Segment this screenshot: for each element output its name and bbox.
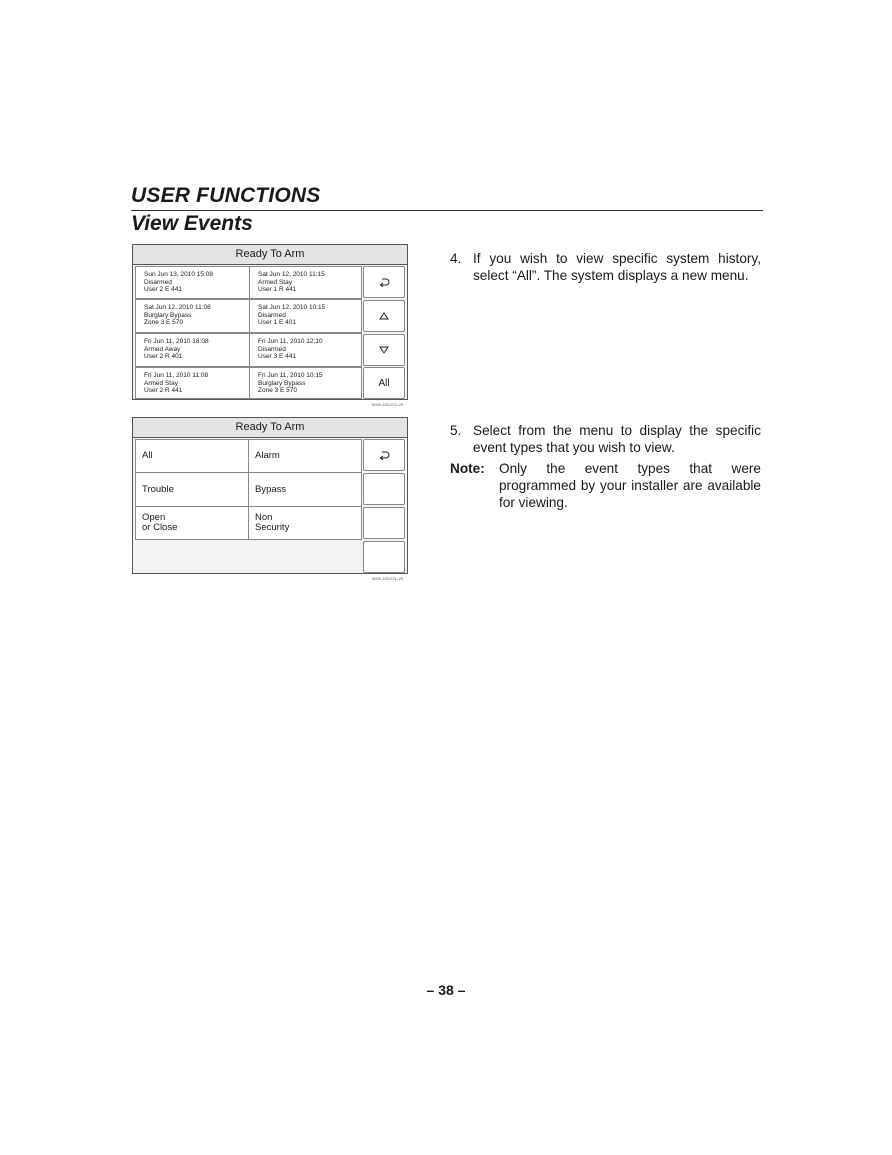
back-button[interactable] <box>363 266 405 298</box>
event-cell[interactable]: Fri Jun 11, 2010 18:08 Armed Away User 2 R 401 <box>135 333 250 367</box>
blank-button[interactable] <box>363 473 405 505</box>
blank-button[interactable] <box>363 541 405 573</box>
menu-option-open-close[interactable]: Open or Close <box>135 506 249 540</box>
figure-id: 5000-100-072-V0 <box>372 402 404 407</box>
step-text: Select from the menu to display the specific event types that you wish to view. <box>473 423 761 455</box>
menu-option-trouble[interactable]: Trouble <box>135 472 249 507</box>
event-cell[interactable]: Fri Jun 11, 2010 10:15 Burglary Bypass Zone 3 E 570 <box>249 367 362 399</box>
page-title: View Events <box>131 212 253 235</box>
screen-header: Ready To Arm <box>133 418 407 438</box>
event-type-menu-screen <box>132 417 408 574</box>
blank-button[interactable] <box>363 507 405 539</box>
back-arrow-icon <box>379 451 390 460</box>
back-arrow-icon <box>379 278 390 287</box>
event-cell[interactable]: Sun Jun 13, 2010 15:08 Disarmed User 2 E 441 <box>135 266 250 299</box>
event-cell[interactable]: Fri Jun 11, 2010 12:10 Disarmed User 3 E 441 <box>249 333 362 367</box>
step-number: 5. <box>450 423 462 438</box>
note-text: Only the event types that were programmed by your installer are available for viewing. <box>499 461 761 510</box>
title-rule <box>131 210 763 211</box>
triangle-down-icon <box>379 346 389 354</box>
scroll-up-button[interactable] <box>363 300 405 332</box>
step-text: If you wish to view specific system history, select “All”. The system displays a new menu. <box>473 251 761 283</box>
menu-option-alarm[interactable]: Alarm <box>248 439 362 473</box>
figure-id: 5000-100-071-V0 <box>372 576 404 581</box>
menu-option-bypass[interactable]: Bypass <box>248 472 362 507</box>
menu-option-non-security[interactable]: Non Security <box>248 506 362 540</box>
menu-option-all[interactable]: All <box>135 439 249 473</box>
event-cell[interactable]: Sat Jun 12, 2010 11:08 Burglary Bypass Zone 3 E 570 <box>135 299 250 333</box>
step-5 <box>450 422 761 456</box>
note <box>450 460 761 511</box>
scroll-down-button[interactable] <box>363 334 405 366</box>
screen-header: Ready To Arm <box>133 245 407 265</box>
all-button[interactable]: All <box>363 367 405 399</box>
note-label: Note: <box>450 461 485 476</box>
section-title: USER FUNCTIONS <box>131 184 321 207</box>
back-button[interactable] <box>363 439 405 471</box>
triangle-up-icon <box>379 312 389 320</box>
page-number: – 38 – <box>426 982 466 998</box>
event-cell[interactable]: Sat Jun 12, 2010 10:15 Disarmed User 1 E 401 <box>249 299 362 333</box>
event-cell[interactable]: Fri Jun 11, 2010 11:08 Armed Stay User 2 R 441 <box>135 367 250 399</box>
event-cell[interactable]: Sat Jun 12, 2010 11:15 Armed Stay User 1 R 441 <box>249 266 362 299</box>
step-4 <box>450 250 761 284</box>
step-number: 4. <box>450 251 462 266</box>
event-history-screen <box>132 244 408 400</box>
